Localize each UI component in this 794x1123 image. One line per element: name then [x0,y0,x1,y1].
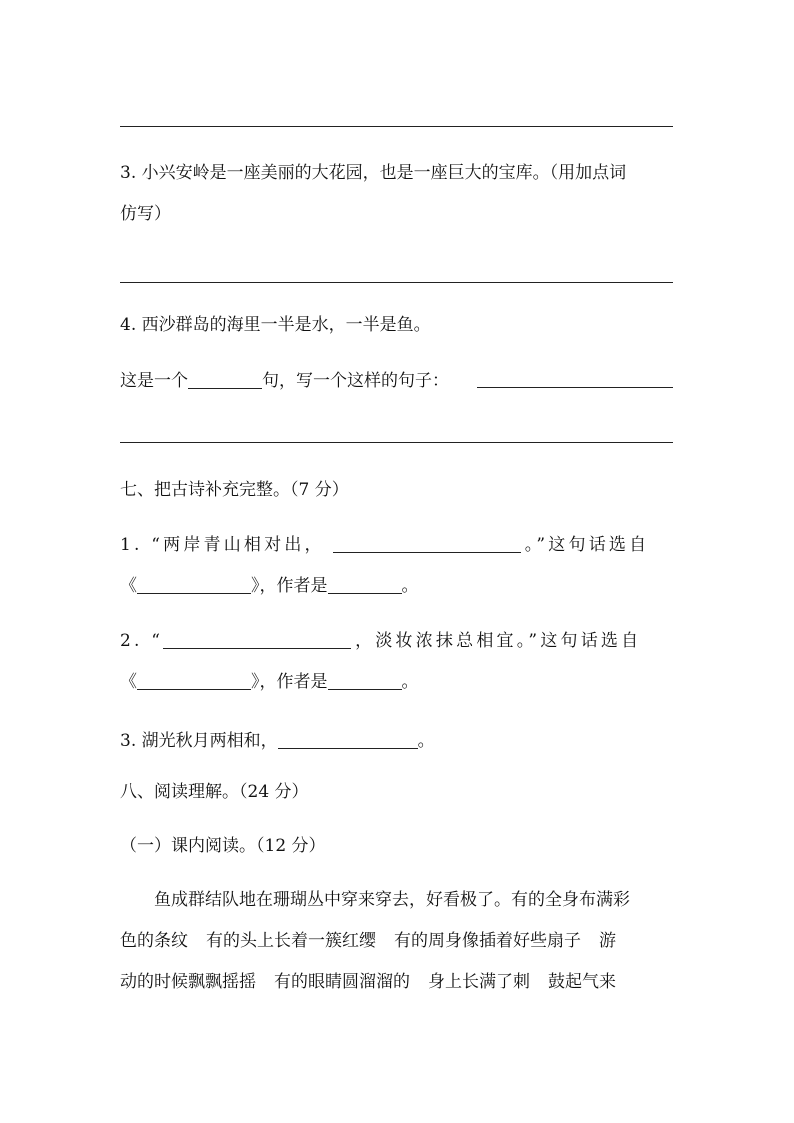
text-fragment: 身上长满了刺 [428,972,530,992]
answer-line[interactable] [120,282,673,283]
poem-1-blank[interactable] [333,536,521,553]
text-fragment: 游 [599,931,616,951]
poem-1-title-blank[interactable] [137,577,251,594]
text-fragment: 色的条纹 [120,931,188,951]
book-open: 《 [120,672,137,692]
period: 。 [417,731,435,751]
poem-3-prefix: 3. 湖光秋月两相和， [120,731,278,751]
poem-question-2-source [120,672,419,692]
book-close-author: 》，作者是 [251,576,328,596]
poem-2-title-blank[interactable] [137,673,251,690]
poem-1-author-blank[interactable] [328,577,402,594]
poem-2-prefix: 2. “ [120,631,164,651]
poem-question-2 [120,631,641,651]
question-4-middle: 句，写一个这样的句子： [262,371,449,391]
poem-2-suffix: ，淡妆浓抹总相宜。”这句话选自 [355,631,642,651]
section-8-subheading: （一）课内阅读。（12 分） [120,836,326,856]
text-fragment: 有的头上长着一簇红缨 [206,931,376,951]
question-3-text: 3. 小兴安岭是一座美丽的大花园，也是一座巨大的宝库。（用加点词 [120,163,627,183]
sentence-type-blank[interactable] [188,372,262,389]
question-3-text-cont: 仿写） [120,204,171,224]
poem-question-1 [120,535,649,555]
book-close-author: 》，作者是 [251,672,328,692]
text-fragment: 有的眼睛圆溜溜的 [274,972,410,992]
answer-line[interactable] [120,442,673,443]
section-8-heading: 八、阅读理解。（24 分） [120,782,309,802]
text-fragment: 动的时候飘飘摇摇 [120,972,256,992]
poem-3-blank[interactable] [278,732,418,749]
question-4-text: 4. 西沙群岛的海里一半是水，一半是鱼。 [120,315,431,335]
question-4-fill-line [120,371,449,391]
book-open: 《 [120,576,137,596]
poem-question-3 [120,731,435,751]
period: 。 [401,672,419,692]
text-fragment: 鼓起气来 [548,972,616,992]
poem-2-author-blank[interactable] [328,673,402,690]
reading-paragraph-line [120,972,616,992]
text-fragment: 有的周身像插着好些扇子 [394,931,581,951]
answer-line[interactable] [120,126,673,127]
poem-2-blank[interactable] [163,632,351,649]
reading-paragraph-line [120,931,616,951]
question-4-prefix: 这是一个 [120,371,188,391]
reading-paragraph-line: 鱼成群结队地在珊瑚丛中穿来穿去，好看极了。有的全身布满彩 [154,890,630,910]
poem-question-1-source [120,576,419,596]
answer-line[interactable] [477,387,673,388]
section-7-heading: 七、把古诗补充完整。（7 分） [120,480,349,500]
poem-1-suffix: 。”这句话选自 [524,535,650,555]
poem-1-prefix: 1. “两岸青山相对出， [120,535,325,555]
period: 。 [401,576,419,596]
